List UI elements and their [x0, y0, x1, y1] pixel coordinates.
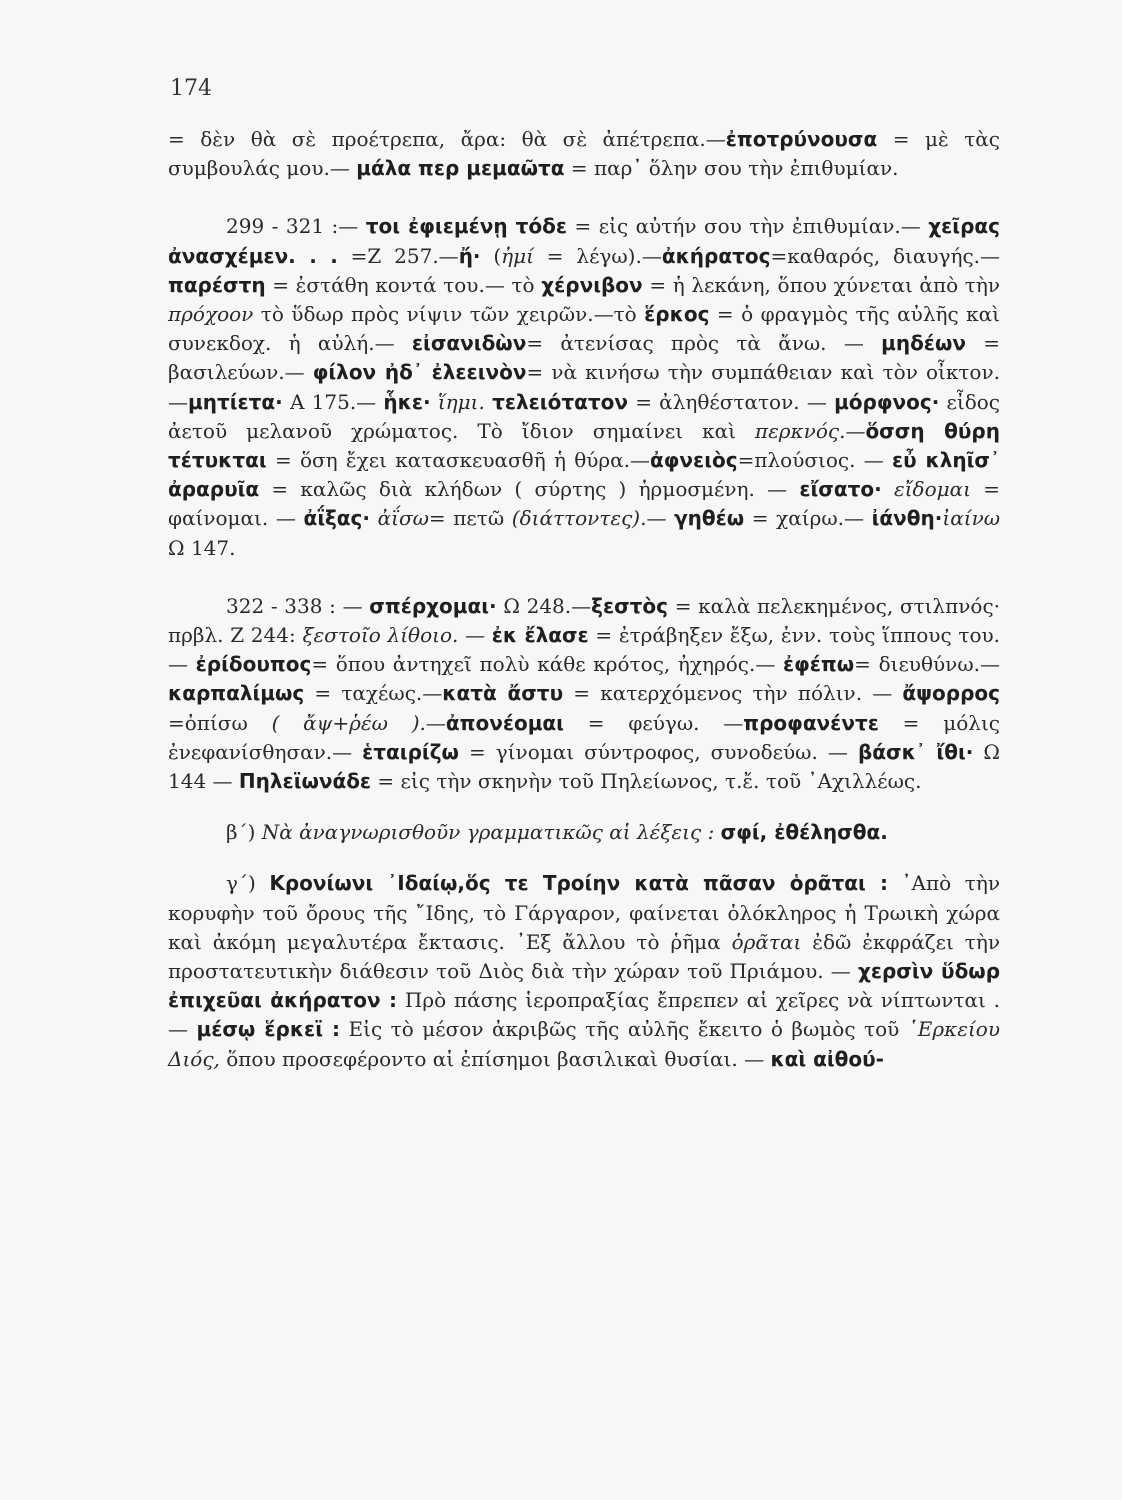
headword: ἀΐξας· [303, 506, 370, 531]
gloss-text: = ἐστάθη κοντά του.— τὸ [265, 272, 542, 297]
headword: προφανέντε [743, 710, 879, 735]
commentary-text [168, 125, 1000, 1074]
gloss-text: εἶδος ἀετοῦ μελανοῦ χρώματος. Τὸ ἴδιον σημαίνει καὶ [168, 389, 1001, 443]
italic-text: ἰαίνω [942, 506, 1001, 531]
gloss-text: 322 - 338 : — [226, 593, 370, 618]
gloss-text: 299 - 321 :— [226, 214, 366, 239]
gloss-text: = εἰς αὐτήν σου τὴν ἐπιθυμίαν.— [567, 214, 929, 239]
gloss-text: Ω 144 — [168, 739, 1000, 794]
paragraph-5 [168, 869, 1000, 1073]
headword: χέρνιβον [541, 272, 643, 297]
headword: ἐποτρύνουσα [725, 127, 878, 151]
italic-text: εἴδομαι [893, 477, 971, 502]
gloss-text: — [425, 710, 446, 735]
gloss-text: = λέγω).— [533, 243, 662, 268]
gloss-text: Ω 147. [168, 535, 236, 560]
italic-text: ἵημι. [437, 389, 485, 414]
gloss-text: ( [480, 243, 502, 268]
gloss-text: = ἀληθέστατον. — [627, 389, 835, 414]
gloss-text: Ω 248.— [496, 593, 592, 618]
gloss-text: = νὰ κινήσω τὴν συμπάθειαν καὶ τὸν οἶκτον. — [168, 360, 1000, 414]
headword: ἑταιρίζω [362, 739, 459, 764]
headword: ὅσση θύρη τέτυκται [168, 418, 1000, 473]
gloss-text: β΄) [226, 820, 262, 845]
headword: εἴσατο· [799, 477, 882, 502]
gloss-text: — [646, 506, 675, 531]
gloss-text: — [458, 623, 492, 648]
headword: ἀφνειὸς [650, 448, 738, 473]
gloss-text: = ταχέως.— [304, 681, 443, 706]
italic-text: πρόχοον [168, 302, 254, 327]
italic-text: ῾Ερκείου Διός, [168, 1017, 1000, 1071]
gloss-text: = καλὰ πελεκημένος, στιλπνός· πρβλ. Ζ 244: [168, 593, 1001, 648]
headword: χερσὶν ὕδωρ ἐπιχεῦαι ἀκήρατον : [168, 959, 1001, 1013]
headword: ἕρκος [644, 302, 710, 327]
paragraph-2 [168, 212, 1000, 562]
gloss-text [431, 390, 438, 414]
gloss-text: = ἐτράβηξεν ἔξω, ἐνν. τοὺς ἵππους του.— [168, 623, 1000, 677]
gloss-text: ὅπου προσεφέροντο αἱ ἐπίσημοι βασιλικαὶ θυσίαι. — [219, 1046, 771, 1071]
gloss-text: = βασιλεύων.— [168, 331, 1000, 385]
headword: τελειότατον [492, 389, 628, 414]
gloss-text: = χαίρω.— [744, 506, 872, 531]
gloss-text: τὸ ὕδωρ πρὸς νίψιν τῶν χειρῶν.—τὸ [253, 302, 645, 327]
gloss-text: Πρὸ πάσης ἱεροπραξίας ἔπρεπεν αἱ χεῖρες νὰ νίπτωνται .— [168, 988, 1000, 1042]
gloss-text: Α 175.— [282, 389, 384, 414]
headword: μητίετα· [188, 389, 283, 414]
gloss-text: = ὅση ἔχει κατασκευασθῆ ἡ θύρα.— [266, 448, 651, 473]
italic-text: (διάττοντες). [511, 506, 647, 531]
gloss-text [882, 477, 894, 501]
headword: γηθέω [674, 506, 745, 531]
headword: βάσκ᾽ ἴθι· [857, 739, 974, 764]
page-number: 174 [170, 76, 212, 101]
italic-text: περκνός. [754, 418, 846, 443]
gloss-text: =καθαρός, διαυγής.— [770, 243, 1000, 268]
headword: μόρφνος· [834, 389, 940, 414]
gloss-text: = φεύγω. — [563, 710, 744, 735]
gloss-text: =ὀπίσω [168, 710, 272, 735]
gloss-text: = ὁ φραγμὸς τῆς αὐλῆς καὶ συνεκδοχ. ἡ αὐλή.— [168, 302, 1000, 356]
gloss-text: = ὅπου ἀντηχεῖ πολὺ κάθε κρότος, ἠχηρός.— [311, 652, 784, 677]
headword: παρέστη [168, 272, 266, 297]
gloss-text: = παρ᾽ ὅλην σου τὴν ἐπιθυμίαν. [564, 156, 899, 181]
gloss-text: = φαίνομαι. — [168, 477, 1000, 531]
headword: Κρονίωνι ᾿Ιδαίῳ,ὅς τε Τροίην κατὰ πᾶσαν ὁρᾶται : [269, 871, 888, 896]
headword: Πηλεϊωνάδε [238, 769, 372, 794]
headword: ἐρίδουπος [195, 652, 312, 677]
gloss-text: = ἡ λεκάνη, ὅπου χύνεται ἀπὸ τὴν [642, 272, 1000, 297]
headword: ἄψορρος [902, 681, 1001, 706]
gloss-text: = πετῶ [428, 506, 512, 531]
paragraph-1 [168, 125, 1000, 183]
headword: καρπαλίμως [168, 681, 305, 706]
italic-text: ἠμί [501, 243, 534, 268]
headword: κατὰ ἄστυ [442, 681, 564, 706]
gloss-text: = μόλις ἐνεφανίσθησαν.— [168, 710, 1000, 764]
paragraph-3 [168, 592, 1000, 796]
gloss-text: — [845, 418, 866, 443]
headword: φίλον ἠδ᾽ ἐλεεινὸν [312, 360, 527, 385]
headword: ἧκε· [383, 389, 431, 414]
headword: χεῖρας ἀνασχέμεν. . . [168, 214, 1001, 268]
headword: ἰάνθη· [871, 506, 943, 531]
italic-text: ( ἄψ+ῥέω ). [271, 710, 426, 735]
headword: ἤ· [458, 243, 481, 268]
italic-text: Νὰ ἀναγνωρισθοῦν γραμματικῶς αἱ λέξεις : [261, 820, 715, 845]
gloss-text: ἐδῶ ἐκφράζει τὴν προστατευτικὴν διάθεσιν τοῦ Διὸς διὰ τὴν χώραν τοῦ Πριάμου. — [168, 929, 1000, 984]
gloss-text: ᾿Απὸ τὴν κορυφὴν τοῦ ὄρους τῆς ῎Ιδης, τὸ Γάργαρον, φαίνεται ὁλόκληρος ἡ Τρωικὴ χώρα καὶ ἀκόμη μεγαλυτέρα ἔκτασις. ᾿Εξ ἄλλου τὸ ῥῆμα [168, 871, 1000, 954]
headword: ἐφέπω [783, 652, 855, 677]
paragraph-4 [168, 818, 1000, 847]
headword: μηδέων [881, 331, 966, 356]
gloss-text: =Ζ 257.— [337, 243, 459, 268]
headword: σφί, ἐθέλησθα. [720, 820, 888, 845]
gloss-text: = ἀτενίσας πρὸς τὰ ἄνω. — [526, 331, 882, 356]
headword: μάλα περ μεμαῶτα [356, 156, 565, 181]
headword: καὶ αἰθού- [770, 1046, 884, 1071]
headword: ἐκ ἔλασε [491, 623, 589, 648]
headword: τοι ἐφιεμένῃ τόδε [365, 214, 568, 239]
headword: εὖ κληῖσ᾽ ἀραρυῖα [168, 448, 1000, 502]
gloss-text [370, 506, 378, 530]
gloss-text: =πλούσιος. — [737, 448, 892, 473]
gloss-text: γ΄) [226, 871, 270, 896]
gloss-text: = δὲν θὰ σὲ προέτρεπα, ἄρα: θὰ σὲ ἀπέτρεπα.— [168, 127, 726, 151]
headword: σπέρχομαι· [369, 593, 497, 618]
gloss-text: = διευθύνω.— [854, 652, 1000, 677]
gloss-text: = μὲ τὰς συμβουλάς μου.— [168, 127, 1000, 181]
italic-text: ὁρᾶται [731, 929, 802, 954]
italic-text: ξεστοῖο λίθοιο. [302, 623, 459, 648]
gloss-text: = κατερχόμενος τὴν πόλιν. — [563, 681, 903, 706]
gloss-text: = εἰς τὴν σκηνὴν τοῦ Πηλείωνος, τ.ἔ. τοῦ ᾿Αχιλλέως. [371, 769, 922, 794]
gloss-text: = καλῶς διὰ κλήδων ( σύρτης ) ἡρμοσμένη. — [259, 477, 800, 502]
headword: εἰσανιδὼν [411, 331, 527, 356]
headword: ἀπονέομαι [445, 710, 564, 735]
headword: μέσῳ ἕρκεϊ : [196, 1017, 341, 1042]
italic-text: ἀΐσω [377, 506, 429, 531]
headword: ξεστὸς [591, 593, 669, 618]
gloss-text: Εἰς τὸ μέσον ἀκριβῶς τῆς αὐλῆς ἔκειτο ὁ βωμὸς τοῦ [340, 1017, 908, 1042]
gloss-text: = γίνομαι σύντροφος, συνοδεύω. — [458, 739, 858, 764]
headword: ἀκήρατος [661, 243, 771, 268]
